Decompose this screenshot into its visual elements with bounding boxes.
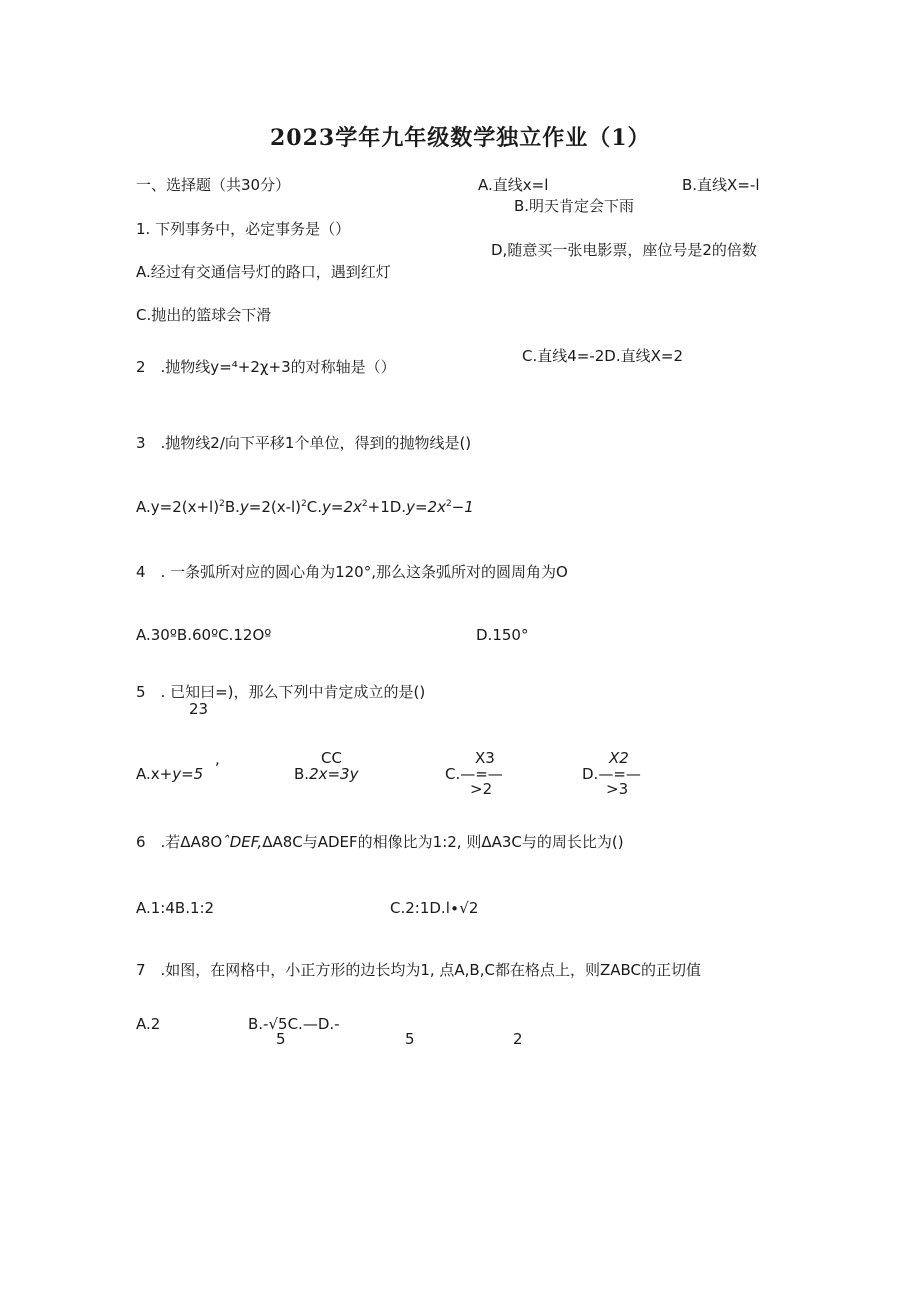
q4-options-abc: A.30ºB.60ºC.12Oº [136, 626, 272, 644]
q2-option-cd: C.直线4=-2D.直线X=2 [522, 347, 684, 365]
q3-option-b: =2(x-l) [248, 498, 302, 516]
q1-option-d: D,随意买一张电影票，座位号是2的倍数 [491, 241, 757, 259]
q7-options-bcd: B.-√5C.—D.- [248, 1015, 340, 1033]
q5-option-b [294, 765, 358, 783]
q6-options-ab: A.1:4B.1:2 [136, 899, 215, 917]
q3-option-b-exp: 2 [301, 499, 307, 509]
q6-stem-similar: ˆDEF, [222, 833, 263, 851]
q3-option-b-var: y [239, 498, 249, 516]
q5-option-c-bottom: >2 [470, 780, 493, 798]
q6-stem-end: ΔA8C与ADEF的相像比为1:2, 则ΔA3C与的周长比为() [262, 833, 624, 851]
q3-option-c-exp: 2 [361, 499, 368, 509]
q5-stem: 5 . 已知曰=)，那么下列中肯定成立的是() [136, 683, 426, 701]
q5-option-a [136, 765, 203, 783]
q2-option-a: A.直线x=l [478, 176, 549, 194]
q6-stem-start: 6 .若ΔA8O [136, 833, 223, 851]
q5-option-d: D.—=— [582, 765, 641, 783]
q5-option-a-expr: y=5 [172, 765, 204, 783]
q1-option-c: C.抛出的篮球会下滑 [136, 306, 272, 324]
q5-option-b-expr: 2x=3y [309, 765, 359, 783]
q3-option-d: y=2x [406, 498, 446, 516]
q5-option-c-top: X3 [475, 749, 495, 767]
q7-stem: 7 .如图，在网格中，小正方形的边长均为1, 点A,B,C都在格点上，则ZABC的正切值 [136, 961, 701, 979]
q5-option-d-bottom: >3 [606, 780, 629, 798]
q5-option-b-top: CC [321, 749, 342, 767]
q5-option-b-prefix: B. [294, 765, 310, 783]
q5-stem-fraction: 23 [189, 700, 209, 718]
q6-options-cd: C.2:1D.l∙√2 [390, 899, 479, 917]
q4-stem: 4 . 一条弧所对应的圆心角为120°,那么这条弧所对的圆周角为O [136, 563, 568, 581]
q6-stem [136, 833, 624, 851]
q3-option-b-prefix: B. [224, 498, 240, 516]
q2-option-b: B.直线X=-l [682, 176, 760, 194]
q5-option-d-top: X2 [609, 749, 629, 767]
page-title: 2023学年九年级数学独立作业（1） [270, 125, 651, 151]
q1-stem: 1. 下列事务中，必定事务是（） [136, 220, 351, 238]
q7-option-a: A.2 [136, 1015, 161, 1033]
q3-option-a: A.y=2(x+l) [136, 498, 220, 516]
q1-option-a: A.经过有交通信号灯的路口，遇到红灯 [136, 263, 391, 281]
q5-comma: , [215, 750, 220, 768]
q3-option-c: y=2x [322, 498, 362, 516]
q3-options [136, 498, 474, 516]
q2-stem: 2 .抛物线y=⁴+2χ+3的对称轴是（） [136, 358, 396, 376]
q5-option-a-prefix: A.x+ [136, 765, 173, 783]
q3-stem: 3 .抛物线2/向下平移1个单位，得到的抛物线是() [136, 434, 472, 452]
q7-denominator-b: 5 [276, 1030, 286, 1048]
section-heading: 一、选择题（共30分） [136, 176, 291, 194]
q5-option-c: C.—=— [445, 765, 503, 783]
q3-option-d-exp: 2 [445, 499, 452, 509]
q7-denominator-c: 5 [405, 1030, 415, 1048]
q1-option-b: B.明天肯定会下雨 [514, 197, 635, 215]
q4-option-d: D.150° [476, 626, 529, 644]
q7-denominator-d: 2 [513, 1030, 523, 1048]
q3-option-c-prefix: C. [306, 498, 323, 516]
q3-option-a-exp: 2 [219, 499, 225, 509]
q3-option-d-rest: −1 [451, 498, 474, 516]
q3-option-c-rest: +1D. [367, 498, 407, 516]
